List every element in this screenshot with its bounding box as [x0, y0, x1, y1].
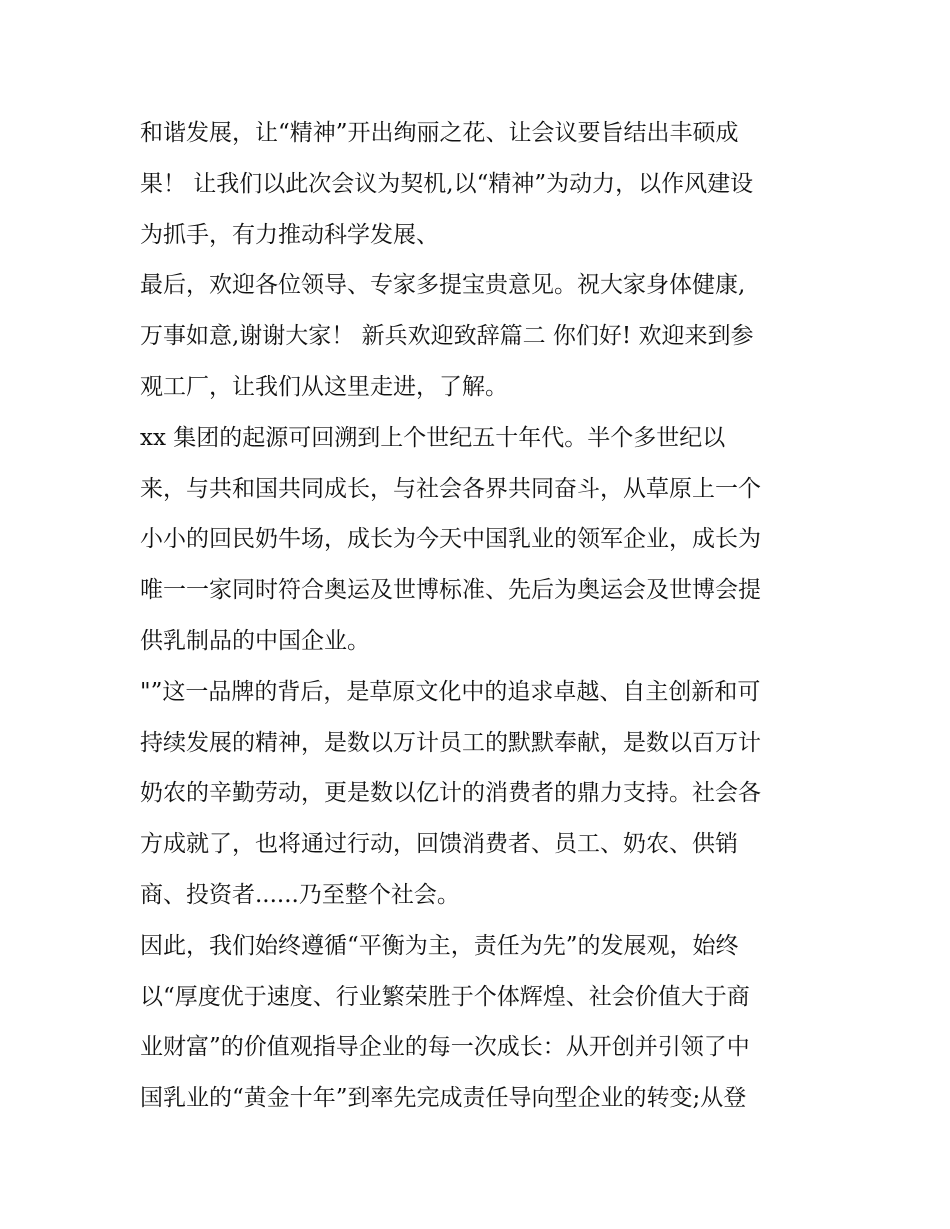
text-line: 供乳制品的中国企业。 — [140, 627, 370, 654]
text-line: xx 集团的起源可回溯到上个世纪五十年代。半个多世纪以 — [140, 424, 726, 451]
text-line: 为抓手，有力推动科学发展、 — [140, 221, 439, 248]
text-line: 以“厚度优于速度、行业繁荣胜于个体辉煌、社会价值大于商 — [140, 983, 750, 1010]
text-line: 和谐发展，让“精神”开出绚丽之花、让会议要旨结出丰硕成 — [140, 120, 739, 146]
text-line: 持续发展的精神，是数以万计员工的默默奉献，是数以百万计 — [140, 729, 761, 756]
text-line: "”这一品牌的背后，是草原文化中的追求卓越、自主创新和可 — [140, 678, 761, 705]
text-line: 奶农的辛勤劳动，更是数以亿计的消费者的鼎力支持。社会各 — [140, 780, 761, 807]
text-line: 小小的回民奶牛场，成长为今天中国乳业的领军企业，成长为 — [140, 526, 761, 553]
text-line: 观工厂，让我们从这里走进，了解。 — [140, 373, 508, 400]
text-line: 最后，欢迎各位领导、专家多提宝贵意见。祝大家身体健康, — [140, 272, 746, 299]
text-line: 唯一一家同时符合奥运及世博标准、先后为奥运会及世博会提 — [140, 577, 761, 604]
text-line: 业财富”的价值观指导企业的每一次成长：从开创并引领了中 — [140, 1034, 750, 1061]
text-line: 国乳业的“黄金十年”到率先完成责任导向型企业的转变;从登 — [140, 1085, 747, 1112]
text-line: 方成就了，也将通过行动，回馈消费者、员工、奶农、供销 — [140, 831, 738, 858]
text-line: 因此，我们始终遵循“平衡为主，责任为先”的发展观，始终 — [140, 932, 739, 959]
body-text — [140, 108, 830, 1124]
text-line: 商、投资者......乃至整个社会。 — [140, 881, 460, 908]
text-line: 万事如意,谢谢大家！ 新兵欢迎致辞篇二 你们好! 欢迎来到参 — [140, 323, 754, 350]
text-line: 果！ 让我们以此次会议为契机,以“精神”为动力，以作风建设 — [140, 170, 754, 197]
text-line: 来，与共和国共同成长，与社会各界共同奋斗，从草原上一个 — [140, 475, 761, 502]
